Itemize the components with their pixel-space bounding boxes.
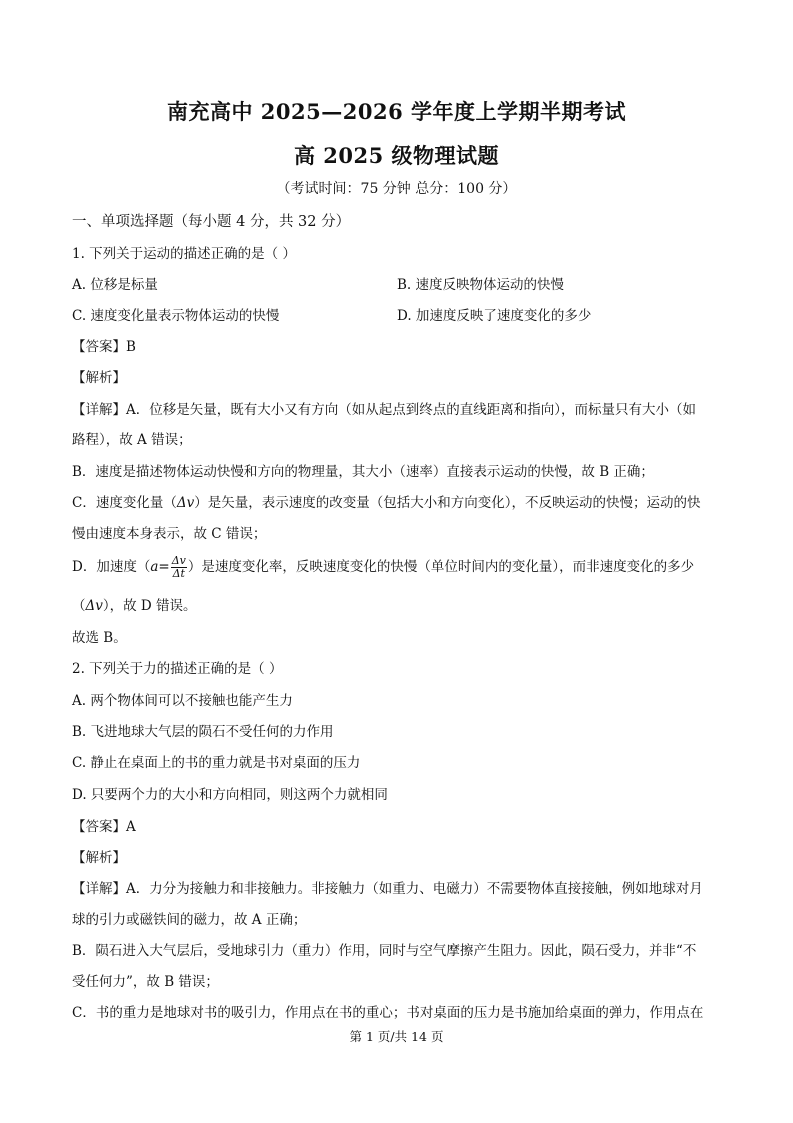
- q1-detail-c-line1: [72, 491, 732, 511]
- q2-stem: 2. 下列关于力的描述正确的是（ ）: [72, 661, 283, 677]
- q2-detail-b-line2: 受任何力”，故 B 错误；: [72, 974, 219, 990]
- q2-detail-b-line1: B．陨石进入大气层后，受地球引力（重力）作用，同时与空气摩擦产生阻力。因此，陨石受力，并非“不: [72, 943, 697, 959]
- q2-option-b: B. 飞进地球大气层的陨石不受任何的力作用: [72, 724, 334, 740]
- exam-subject-title: 高 2025 级物理试题: [293, 143, 500, 168]
- acceleration-fraction: [171, 555, 187, 580]
- q1-detail-b: B．速度是描述物体运动快慢和方向的物理量，其大小（速率）直接表示运动的快慢，故 B 正确；: [72, 464, 654, 480]
- delta-v-symbol-2: Δv: [85, 598, 103, 614]
- q1-option-a: A. 位移是标量: [72, 277, 158, 293]
- q2-option-c: C. 静止在桌面上的书的重力就是书对桌面的压力: [72, 755, 361, 771]
- q1-analysis-label: 【解析】: [72, 370, 126, 386]
- q1-detail-d2-post: ），故 D 错误。: [102, 598, 197, 614]
- q2-detail-a-line2: 球的引力或磁铁间的磁力，故 A 正确；: [72, 912, 307, 928]
- q1-detail-d-line2: [72, 594, 732, 614]
- q2-answer: 【答案】A: [72, 819, 136, 835]
- q2-detail-c-line1: C．书的重力是地球对书的吸引力，作用点在书的重心；书对桌面的压力是书施加给桌面的弹力，作用点在: [72, 1005, 704, 1021]
- q1-detail-a-line2: 路程），故 A 错误；: [72, 432, 192, 448]
- q2-detail-a-line1: 【详解】A．力分为接触力和非接触力。非接触力（如重力、电磁力）不需要物体直接接触，例如地球对月: [72, 881, 703, 897]
- q1-option-d: D. 加速度反映了速度变化的多少: [397, 308, 592, 324]
- fraction-numerator: Δv: [171, 554, 186, 567]
- q1-option-b: B. 速度反映物体运动的快慢: [397, 277, 565, 293]
- exam-info: （考试时间：75 分钟 总分：100 分）: [276, 181, 517, 197]
- q1-detail-d-post: ）是速度变化率，反映速度变化的快慢（单位时间内的变化量），而非速度变化的多少: [187, 559, 695, 575]
- acceleration-symbol: a: [150, 559, 159, 575]
- q1-detail-a-line1: 【详解】A．位移是矢量，既有大小又有方向（如从起点到终点的直线距离和指向），而标量只有大小（如: [72, 402, 696, 418]
- q1-detail-d2-pre: （: [72, 598, 86, 614]
- q1-detail-c-line2: 慢由速度本身表示，故 C 错误；: [72, 526, 267, 542]
- delta-v-symbol: Δv: [176, 495, 195, 511]
- q1-detail-d-line1: [72, 555, 732, 580]
- q1-stem: 1. 下列关于运动的描述正确的是（ ）: [72, 246, 296, 262]
- exam-title: 南充高中 2025—2026 学年度上学期半期考试: [166, 99, 626, 124]
- q1-detail-c-post: ）是矢量，表示速度的改变量（包括大小和方向变化），不反映运动的快慢；运动的快: [194, 495, 701, 511]
- fraction-denominator: Δt: [172, 567, 185, 580]
- q1-detail-d-pre: D．加速度（: [72, 559, 151, 575]
- q1-detail-c-pre: C．速度变化量（: [72, 495, 177, 511]
- q1-answer: 【答案】B: [72, 339, 136, 355]
- q1-conclusion: 故选 B。: [72, 630, 127, 646]
- q1-option-c: C. 速度变化量表示物体运动的快慢: [72, 308, 280, 324]
- page-number-footer: 第 1 页/共 14 页: [349, 1029, 444, 1044]
- q2-option-a: A. 两个物体间可以不接触也能产生力: [72, 693, 293, 709]
- equals-sign: =: [158, 559, 170, 575]
- section-heading: 一、单项选择题（每小题 4 分，共 32 分）: [72, 214, 351, 230]
- q2-analysis-label: 【解析】: [72, 850, 126, 866]
- q2-option-d: D. 只要两个力的大小和方向相同，则这两个力就相同: [72, 787, 388, 803]
